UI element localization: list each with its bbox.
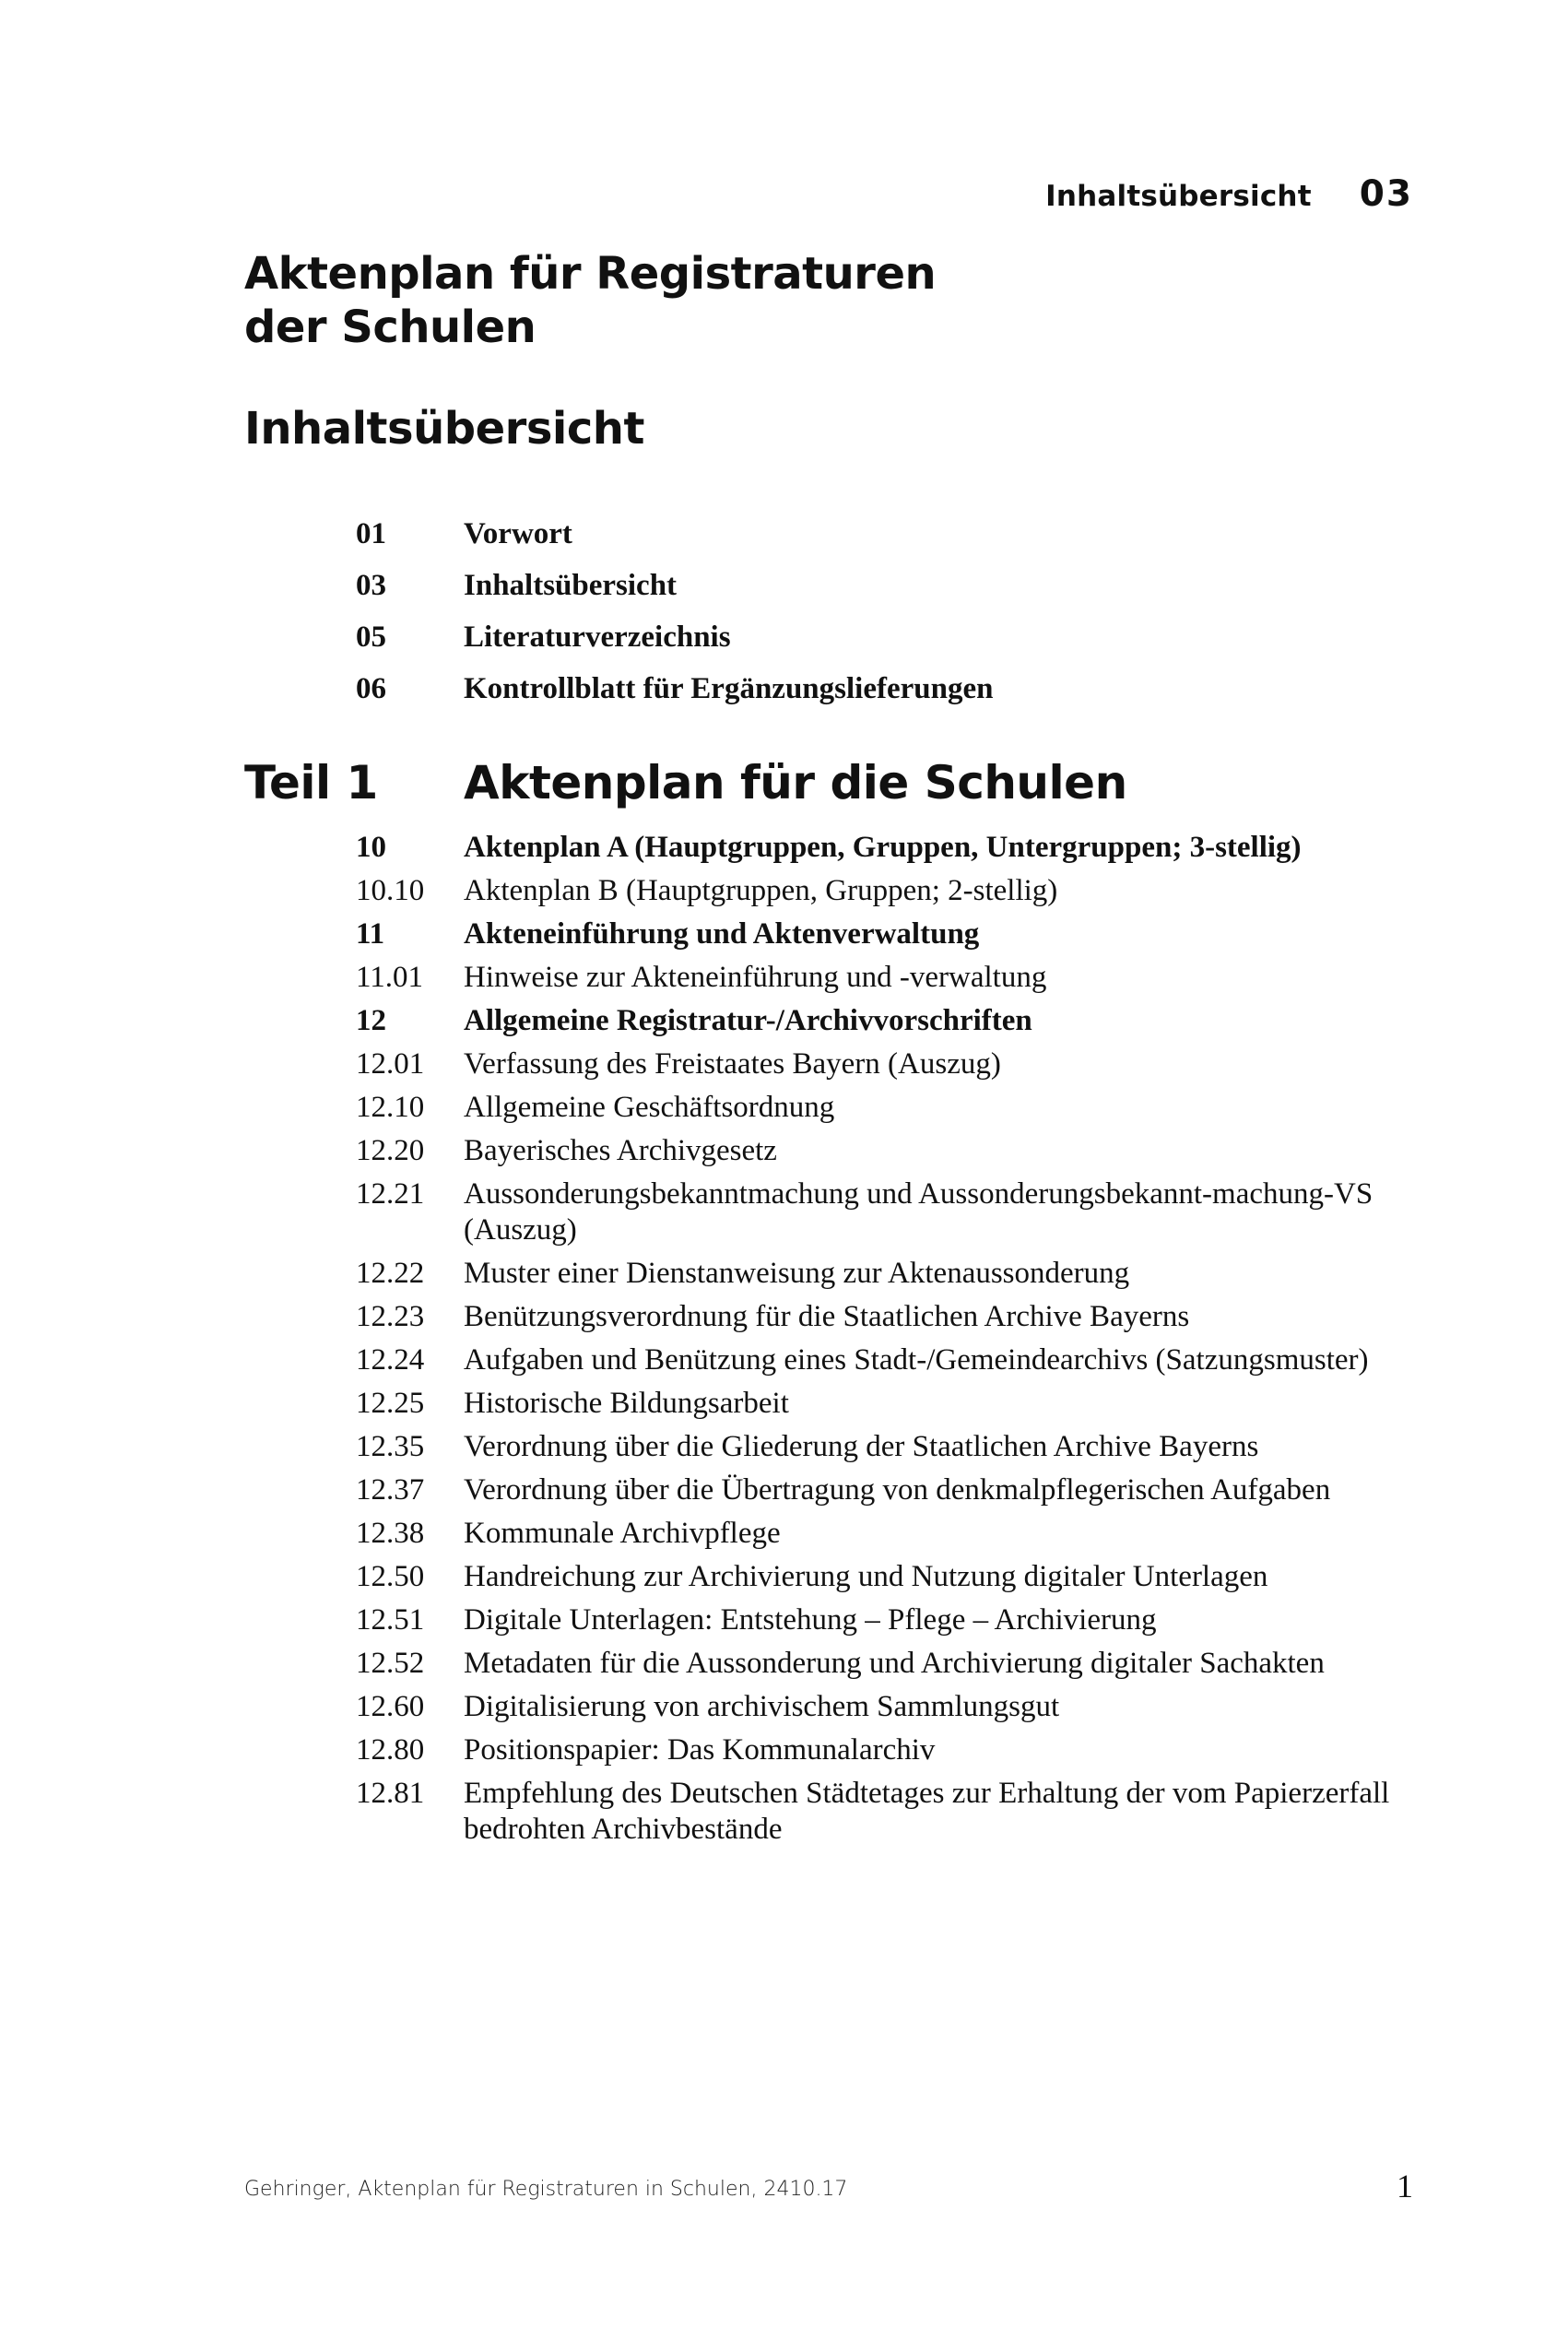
toc-entry[interactable] [356, 1776, 1404, 1848]
document-title-line-2: der Schulen [244, 301, 536, 353]
toc-entry[interactable] [356, 1386, 1404, 1422]
toc-entry[interactable] [356, 1046, 1404, 1082]
entry-number: 12.21 [356, 1177, 425, 1211]
entry-label: Historische Bildungsarbeit [464, 1387, 789, 1420]
entry-label: Digitalisierung von archivischem Sammlungsgut [464, 1690, 1060, 1723]
entry-label: Allgemeine Geschäftsordnung [464, 1091, 835, 1124]
entry-label: Vorwort [464, 517, 572, 550]
toc-entry[interactable] [356, 873, 1404, 909]
footer-citation: Gehringer, Aktenplan für Registraturen in Schulen, 2410.17 [244, 2178, 848, 2201]
entry-number: 12.80 [356, 1733, 425, 1767]
toc-entry[interactable] [356, 1133, 1404, 1169]
entry-label: Allgemeine Registratur-/Archivvorschriften [464, 1004, 1032, 1037]
entry-number: 01 [356, 517, 386, 550]
page-number: 1 [1397, 2168, 1413, 2204]
front-matter-entry[interactable] [356, 671, 1404, 723]
front-matter-entry[interactable] [356, 620, 1404, 671]
entry-label: Aktenplan A (Hauptgruppen, Gruppen, Untergruppen; 3-stellig) [464, 831, 1302, 864]
entry-number: 10 [356, 831, 386, 864]
entry-label: Benützungsverordnung für die Staatlichen Archive Bayerns [464, 1300, 1190, 1333]
running-head-section-number: 03 [1359, 173, 1413, 215]
entry-label: Verordnung über die Gliederung der Staatlichen Archive Bayerns [464, 1430, 1259, 1463]
entry-label: Empfehlung des Deutschen Städtetages zur Erhaltung der vom Papierzerfall bedrohten Archivbestände [464, 1777, 1390, 1846]
entry-label: Akteneinführung und Aktenverwaltung [464, 917, 980, 951]
entry-number: 12.37 [356, 1473, 425, 1507]
toc-entry[interactable] [356, 1732, 1404, 1768]
part-title: Aktenplan für die Schulen [464, 756, 1127, 810]
toc-entry[interactable] [356, 1646, 1404, 1682]
entry-number: 12 [356, 1004, 386, 1037]
entry-label: Digitale Unterlagen: Entstehung – Pflege – Archivierung [464, 1603, 1157, 1637]
entry-label: Positionspapier: Das Kommunalarchiv [464, 1733, 936, 1767]
entry-number: 05 [356, 621, 386, 654]
toc-entry[interactable] [356, 1602, 1404, 1638]
toc-entry[interactable] [356, 1689, 1404, 1725]
entry-label: Handreichung zur Archivierung und Nutzung digitaler Unterlagen [464, 1560, 1268, 1593]
table-of-contents [356, 830, 1404, 1855]
entry-number: 12.23 [356, 1300, 425, 1333]
entry-label: Verordnung über die Übertragung von denkmalpflegerischen Aufgaben [464, 1473, 1331, 1507]
entry-label: Muster einer Dienstanweisung zur Aktenaussonderung [464, 1257, 1130, 1290]
entry-number: 12.60 [356, 1690, 425, 1723]
running-head-title: Inhaltsübersicht [1045, 180, 1312, 213]
toc-entry[interactable] [356, 1176, 1404, 1248]
entry-number: 12.25 [356, 1387, 425, 1420]
entry-label: Kontrollblatt für Ergänzungslieferungen [464, 672, 994, 705]
entry-number: 12.10 [356, 1091, 425, 1124]
entry-number: 12.35 [356, 1430, 425, 1463]
toc-entry[interactable] [356, 1429, 1404, 1465]
part-heading [244, 756, 1127, 810]
toc-entry[interactable] [356, 960, 1404, 996]
entry-label: Bayerisches Archivgesetz [464, 1134, 777, 1167]
toc-group-entry[interactable] [356, 830, 1404, 866]
toc-group-entry[interactable] [356, 1003, 1404, 1039]
entry-label: Verfassung des Freistaates Bayern (Auszug) [464, 1047, 1001, 1081]
entry-number: 12.50 [356, 1560, 425, 1593]
entry-number: 10.10 [356, 874, 425, 907]
entry-number: 12.38 [356, 1517, 425, 1550]
toc-group-entry[interactable] [356, 916, 1404, 952]
document-title [244, 247, 936, 354]
entry-number: 12.01 [356, 1047, 425, 1081]
entry-label: Aussonderungsbekanntmachung und Aussonderungsbekannt-machung-VS (Auszug) [464, 1177, 1373, 1247]
entry-label: Literaturverzeichnis [464, 621, 731, 654]
entry-number: 03 [356, 569, 386, 602]
entry-label: Hinweise zur Akteneinführung und -verwaltung [464, 961, 1047, 994]
entry-number: 11 [356, 917, 385, 951]
entry-number: 12.22 [356, 1257, 425, 1290]
front-matter-entry[interactable] [356, 568, 1404, 620]
entry-label: Inhaltsübersicht [464, 569, 678, 602]
document-title-line-1: Aktenplan für Registraturen [244, 248, 937, 300]
toc-entry[interactable] [356, 1559, 1404, 1595]
entry-number: 11.01 [356, 961, 424, 994]
toc-entry[interactable] [356, 1256, 1404, 1292]
entry-number: 12.51 [356, 1603, 425, 1637]
entry-number: 12.52 [356, 1647, 425, 1680]
toc-entry[interactable] [356, 1299, 1404, 1335]
entry-number: 12.20 [356, 1134, 425, 1167]
entry-label: Metadaten für die Aussonderung und Archivierung digitaler Sachakten [464, 1647, 1325, 1680]
running-head [1045, 173, 1413, 215]
entry-label: Kommunale Archivpflege [464, 1517, 781, 1550]
toc-entry[interactable] [356, 1472, 1404, 1508]
toc-entry[interactable] [356, 1342, 1404, 1378]
toc-entry[interactable] [356, 1090, 1404, 1126]
entry-number: 06 [356, 672, 386, 705]
entry-label: Aktenplan B (Hauptgruppen, Gruppen; 2-stellig) [464, 874, 1058, 907]
section-title: Inhaltsübersicht [244, 403, 644, 455]
front-matter-entry[interactable] [356, 516, 1404, 568]
toc-entry[interactable] [356, 1516, 1404, 1552]
entry-number: 12.24 [356, 1343, 425, 1377]
entry-number: 12.81 [356, 1777, 425, 1810]
front-matter-list [356, 516, 1404, 723]
entry-label: Aufgaben und Benützung eines Stadt-/Gemeindearchivs (Satzungsmuster) [464, 1343, 1369, 1377]
part-number: Teil 1 [244, 756, 378, 810]
